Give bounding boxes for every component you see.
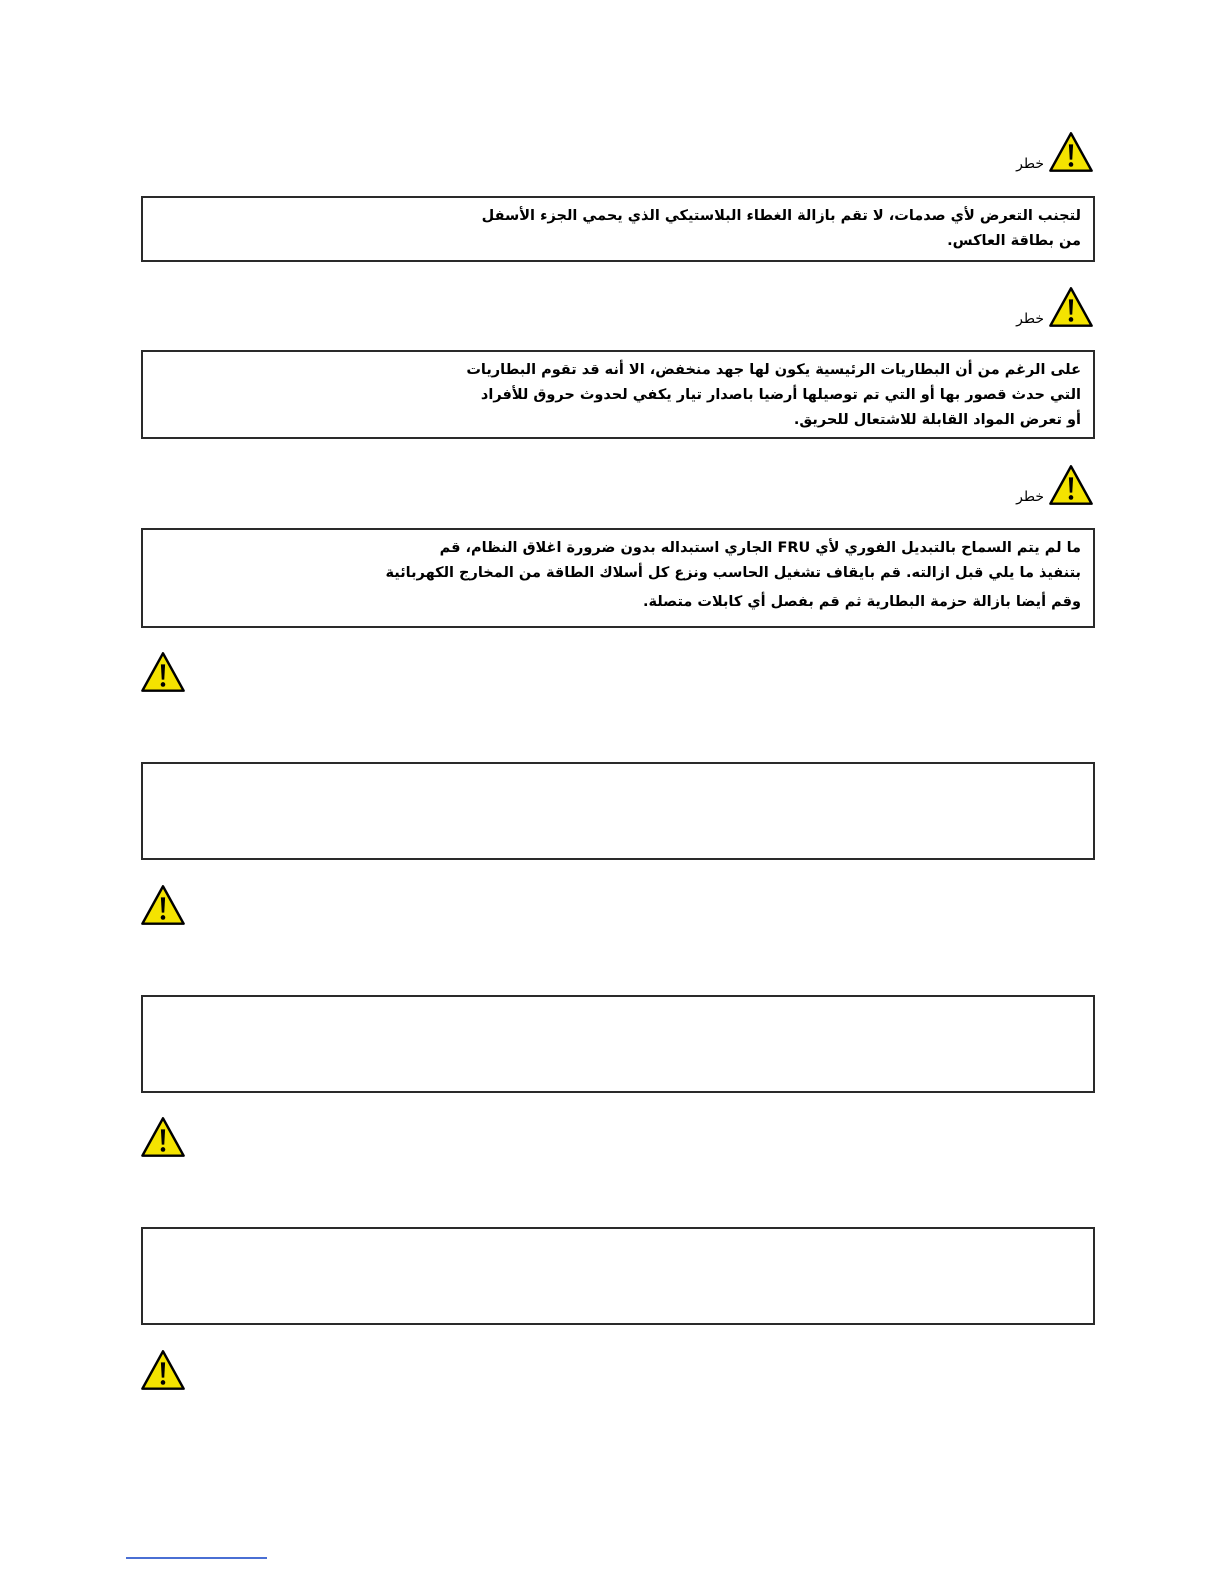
warning-triangle-icon [1048,285,1094,329]
caution-triangle-icon [140,650,186,694]
notice-line: وقم أيضا بازالة حزمة البطارية ثم قم بفصل أي كابلات متصلة. [642,594,1081,610]
caution-notice-box-2 [141,995,1095,1093]
caution-triangle-icon [140,1115,186,1159]
caution-triangle-icon [140,883,186,927]
warning-triangle-icon [1048,130,1094,174]
danger-label: خطر [1016,489,1044,505]
danger-notice-box-1 [141,196,1095,262]
danger-label: خطر [1016,156,1044,172]
footnote-rule [126,1557,267,1559]
danger-header-1 [1016,128,1094,174]
warning-triangle-icon [1048,463,1094,507]
danger-header-2 [1016,283,1094,329]
notice-line: بتنفيذ ما يلي قبل ازالته. قم بايقاف تشغيل الحاسب ونزع كل أسلاك الطاقة من المخارج الكهربائية [385,565,1081,581]
danger-label: خطر [1016,311,1044,327]
caution-triangle-icon [140,1348,186,1392]
caution-notice-box-3 [141,1227,1095,1325]
notice-line: لتجنب التعرض لأي صدمات، لا تقم بازالة الغطاء البلاستيكي الذي يحمي الجزء الأسفل [481,208,1081,224]
notice-line: ما لم يتم السماح بالتبديل الفوري لأي FRU الجاري استبداله بدون ضرورة اغلاق النظام، قم [439,540,1081,556]
danger-notice-box-2 [141,350,1095,439]
notice-line: أو تعرض المواد القابلة للاشتعال للحريق. [793,412,1081,428]
danger-notice-box-3 [141,528,1095,628]
notice-line: التي حدث قصور بها أو التي تم توصيلها أرضيا باصدار تيار يكفي لحدوث حروق للأفراد [480,387,1081,403]
notice-line: من بطاقة العاكس. [947,233,1081,249]
caution-notice-box-1 [141,762,1095,860]
notice-line: على الرغم من أن البطاريات الرئيسية يكون لها جهد منخفض، الا أنه قد تقوم البطاريات [466,362,1081,378]
danger-header-3 [1016,461,1094,507]
